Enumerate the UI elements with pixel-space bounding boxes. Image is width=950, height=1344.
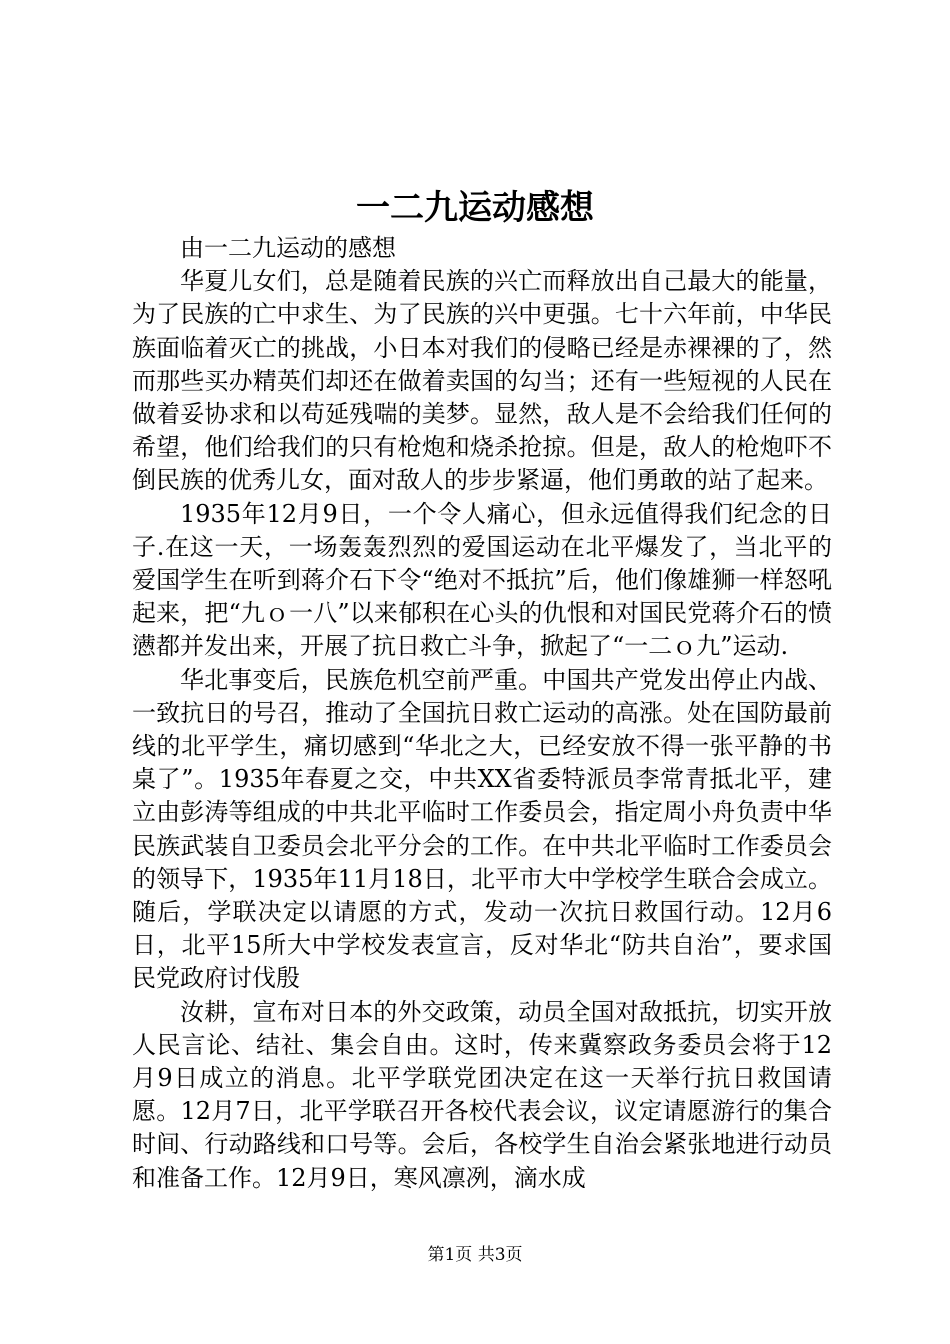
paragraph: 1935年12月9日，一个令人痛心，但永远值得我们纪念的日子.在这一天，一场轰轰烈烈的爱国运动在北平爆发了，当北平的爱国学生在听到蒋介石下令“绝对不抵抗”后，他们像雄狮一样怒吼起来，把“九ｏ一八”以来郁积在心头的仇恨和对国民党蒋介石的愤懑都并发出来，开展了抗日救亡斗争，掀起了“一二ｏ九”运动.: [132, 499, 832, 661]
paragraph: 华夏儿女们，总是随着民族的兴亡而释放出自己最大的能量，为了民族的亡中求生、为了民族的兴中更强。七十六年前，中华民族面临着灭亡的挑战，小日本对我们的侵略已经是赤裸裸的了，然而那些买办精英们却还在做着卖国的勾当；还有一些短视的人民在做着妥协求和以苟延残喘的美梦。显然，敌人是不会给我们任何的希望，他们给我们的只有枪炮和烧杀抢掠。但是，敌人的枪炮吓不倒民族的优秀儿女，面对敌人的步步紧逼，他们勇敢的站了起来。: [132, 267, 832, 495]
document-body: [132, 232, 832, 1195]
paragraph-subtitle: 由一二九运动的感想: [180, 234, 396, 262]
paragraph: 华北事变后，民族危机空前严重。中国共产党发出停止内战、一致抗日的号召，推动了全国抗日救亡运动的高涨。处在国防最前线的北平学生，痛切感到“华北之大，已经安放不得一张平静的书桌了”。1935年春夏之交，中共XX省委特派员李常青抵北平，建立由彭涛等组成的中共北平临时工作委员会，指定周小舟负责中华民族武装自卫委员会北平分会的工作。在中共北平临时工作委员会的领导下，1935年11月18日，北平市大中学校学生联合会成立。随后，学联决定以请愿的方式，发动一次抗日救国行动。12月6日，北平15所大中学校发表宣言，反对华北“防共自治”，要求国民党政府讨伐殷: [132, 665, 832, 993]
paragraph: 汝耕，宣布对日本的外交政策，动员全国对敌抵抗，切实开放人民言论、结社、集会自由。这时，传来冀察政务委员会将于12月9日成立的消息。北平学联党团决定在这一天举行抗日救国请愿。12月7日，北平学联召开各校代表会议，议定请愿游行的集合时间、行动路线和口号等。会后，各校学生自治会紧张地进行动员和准备工作。12月9日，寒风凛冽，滴水成: [132, 997, 832, 1192]
document-title: 一二九运动感想: [356, 188, 594, 228]
page-number: 第1页 共3页: [427, 1245, 523, 1265]
